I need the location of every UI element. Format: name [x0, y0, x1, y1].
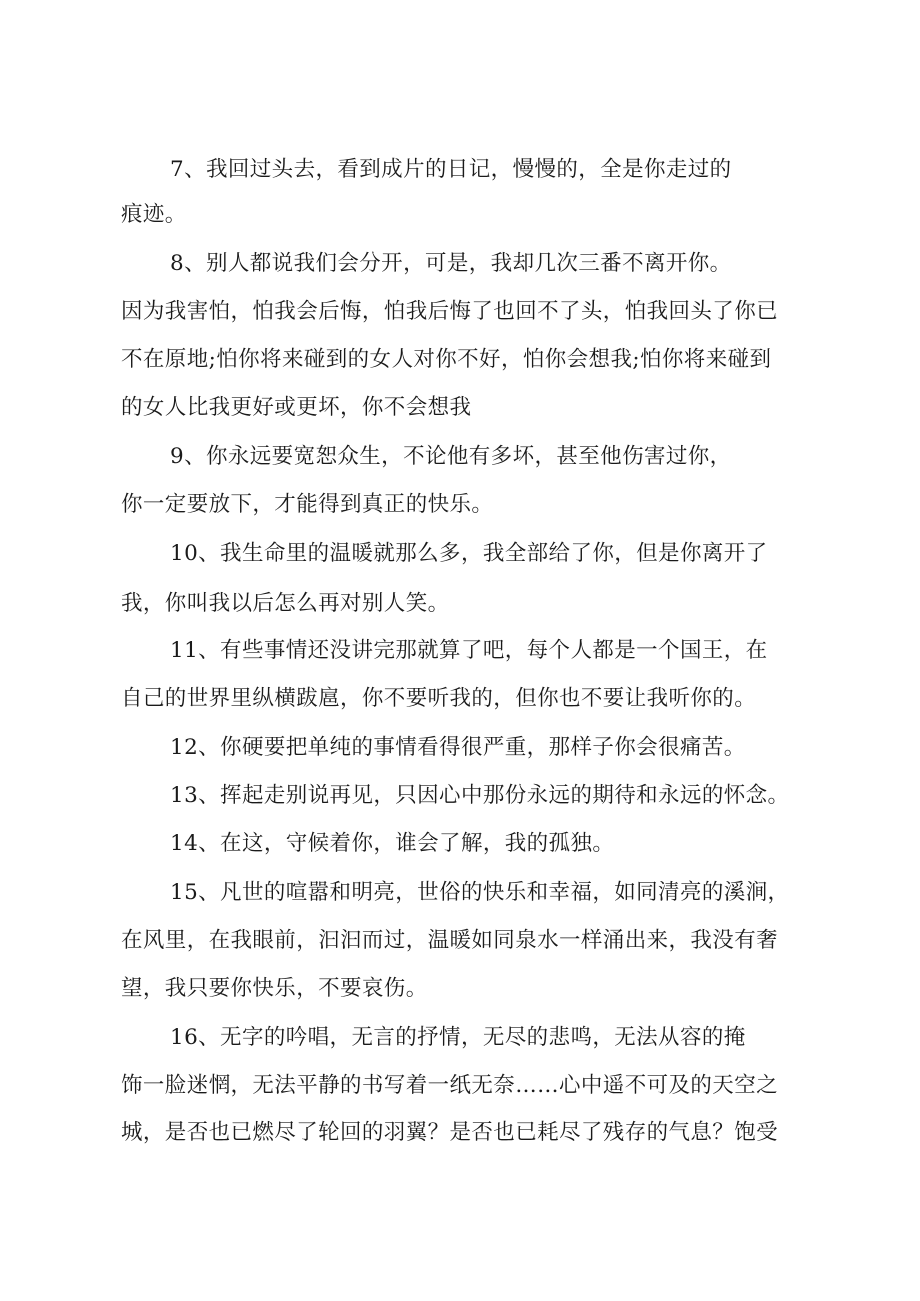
text-line: 自己的世界里纵横跋扈，你不要听我的，但你也不要让我听你的。	[121, 686, 757, 711]
text-line: 不在原地;怕你将来碰到的女人对你不好，怕你会想我;怕你将来碰到	[121, 347, 772, 372]
text-line: 的女人比我更好或更坏，你不会想我	[121, 395, 472, 420]
text-line: 10、我生命里的温暖就那么多，我全部给了你，但是你离开了	[170, 541, 768, 566]
text-line: 15、凡世的喧嚣和明亮，世俗的快乐和幸福，如同清亮的溪涧，	[170, 880, 790, 905]
text-line: 因为我害怕，怕我会后悔，怕我后悔了也回不了头，怕我回头了你已	[121, 299, 779, 324]
text-line: 11、有些事情还没讲完那就算了吧，每个人都是一个国王，在	[170, 638, 768, 663]
text-line: 12、你硬要把单纯的事情看得很严重，那样子你会很痛苦。	[170, 735, 746, 760]
text-line: 9、你永远要宽恕众生，不论他有多坏，甚至他伤害过你，	[170, 444, 732, 469]
text-line: 城，是否也已燃尽了轮回的羽翼？是否也已耗尽了残存的气息？饱受	[121, 1120, 779, 1145]
text-line: 你一定要放下，才能得到真正的快乐。	[121, 492, 494, 517]
text-line: 16、无字的吟唱，无言的抒情，无尽的悲鸣，无法从容的掩	[170, 1025, 746, 1050]
text-line: 痕迹。	[121, 202, 187, 227]
text-line: 饰一脸迷惘，无法平静的书写着一纸无奈……心中遥不可及的天空之	[121, 1073, 779, 1098]
text-line: 7、我回过头去，看到成片的日记，慢慢的，全是你走过的	[170, 157, 732, 182]
text-line: 14、在这，守候着你，谁会了解，我的孤独。	[170, 831, 615, 856]
text-line: 13、挥起走别说再见，只因心中那份永远的期待和永远的怀念。	[170, 783, 790, 808]
text-line: 我，你叫我以后怎么再对别人笑。	[121, 591, 450, 616]
text-line: 在风里，在我眼前，汩汩而过，温暖如同泉水一样涌出来，我没有奢	[121, 928, 779, 953]
text-line: 8、别人都说我们会分开，可是，我却几次三番不离开你。	[170, 251, 732, 276]
text-line: 望，我只要你快乐，不要哀伤。	[121, 976, 428, 1001]
